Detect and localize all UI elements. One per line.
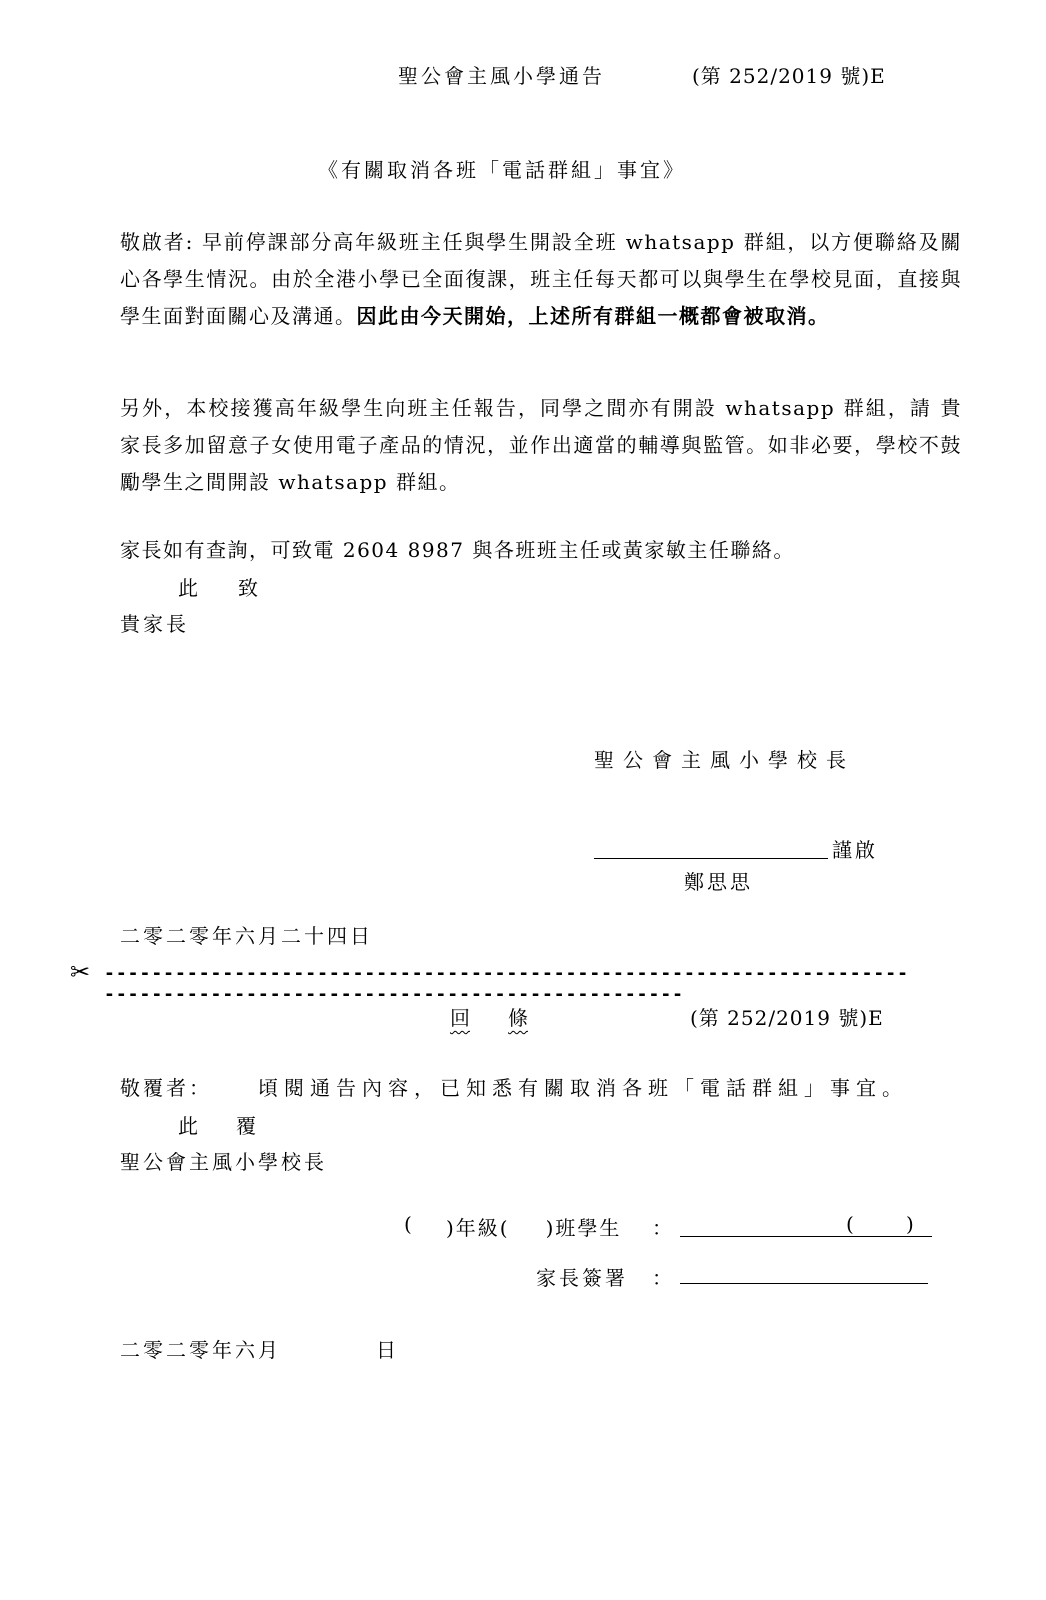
reply-addressee: 聖公會主風小學校長 — [120, 1150, 327, 1174]
reply-content: 頃閱通告內容，已知悉有關取消各班「電話群組」事宜。 — [258, 1076, 908, 1100]
paragraph-3: 家長如有查詢，可致電 2604 8987 與各班班主任或黃家敏主任聯絡。 — [120, 538, 795, 562]
scissors-icon: ✂ — [70, 958, 91, 986]
addressee: 貴家長 — [120, 612, 189, 636]
notice-number: (第 252/2019 號)E — [692, 64, 886, 88]
notice-title: 《有關取消各班「電話群組」事宜》 — [318, 158, 686, 182]
reply-closing-ci: 此 — [178, 1114, 198, 1138]
closing-ci: 此 — [178, 576, 198, 600]
parent-signature-label: 家長簽署 — [536, 1266, 628, 1290]
parent-signature-field[interactable] — [680, 1283, 928, 1284]
grade-label: )年級( — [446, 1216, 510, 1240]
student-name-field[interactable] — [680, 1236, 932, 1237]
signature-line — [594, 858, 828, 859]
cut-dashed-line: --------------------------------------------------------------------------------------------------------------------- — [104, 963, 909, 1005]
reply-slip-title — [450, 1002, 540, 1031]
respectfully: 謹啟 — [832, 838, 878, 862]
closing-zhi: 致 — [238, 576, 258, 600]
reply-title-tiao: 條 — [508, 1006, 528, 1030]
reply-title-hui: 回 — [450, 1006, 470, 1030]
paragraph-1-bold-text: 因此由今天開始，上述所有群組一概都會被取消。 — [356, 304, 830, 328]
student-number-paren-close: ) — [906, 1212, 914, 1236]
parent-signature-colon: ： — [652, 1266, 672, 1290]
reply-greeting: 敬覆者： — [120, 1076, 212, 1100]
principal-name: 鄭思思 — [684, 870, 753, 894]
paragraph-1-text: 敬啟者: 早前停課部分高年級班主任與學生開設全班 whatsapp 群組，以方便聯絡及關心各學生情況。由於全港小學已全面復課，班主任每天都可以與學生在學校見面，直接與學生面對面關心及溝通。 — [120, 230, 962, 328]
student-number-paren-open: ( — [846, 1212, 854, 1236]
grade-class-label — [446, 1212, 621, 1241]
notice-date: 二零二零年六月二十四日 — [120, 924, 373, 948]
reply-notice-number: (第 252/2019 號)E — [690, 1006, 884, 1030]
reply-date-prefix: 二零二零年六月 — [120, 1338, 281, 1362]
paragraph-2: 另外，本校接獲高年級學生向班主任報告，同學之間亦有開設 whatsapp 群組，請 貴家長多加留意子女使用電子產品的情況，並作出適當的輔導與監管。如非必要，學校不鼓勵學生之間開設 whatsapp 群組。 — [120, 396, 962, 494]
student-colon: ： — [652, 1216, 672, 1240]
reply-closing-fu: 覆 — [236, 1114, 256, 1138]
school-notice-heading: 聖公會主風小學通告 — [398, 64, 605, 88]
grade-paren-open: ( — [404, 1212, 412, 1236]
paragraph-1 — [120, 224, 962, 335]
class-label: )班學生 — [545, 1216, 622, 1240]
reply-date-suffix: 日 — [376, 1338, 396, 1362]
principal-title: 聖公會主風小學校長 — [594, 748, 855, 772]
